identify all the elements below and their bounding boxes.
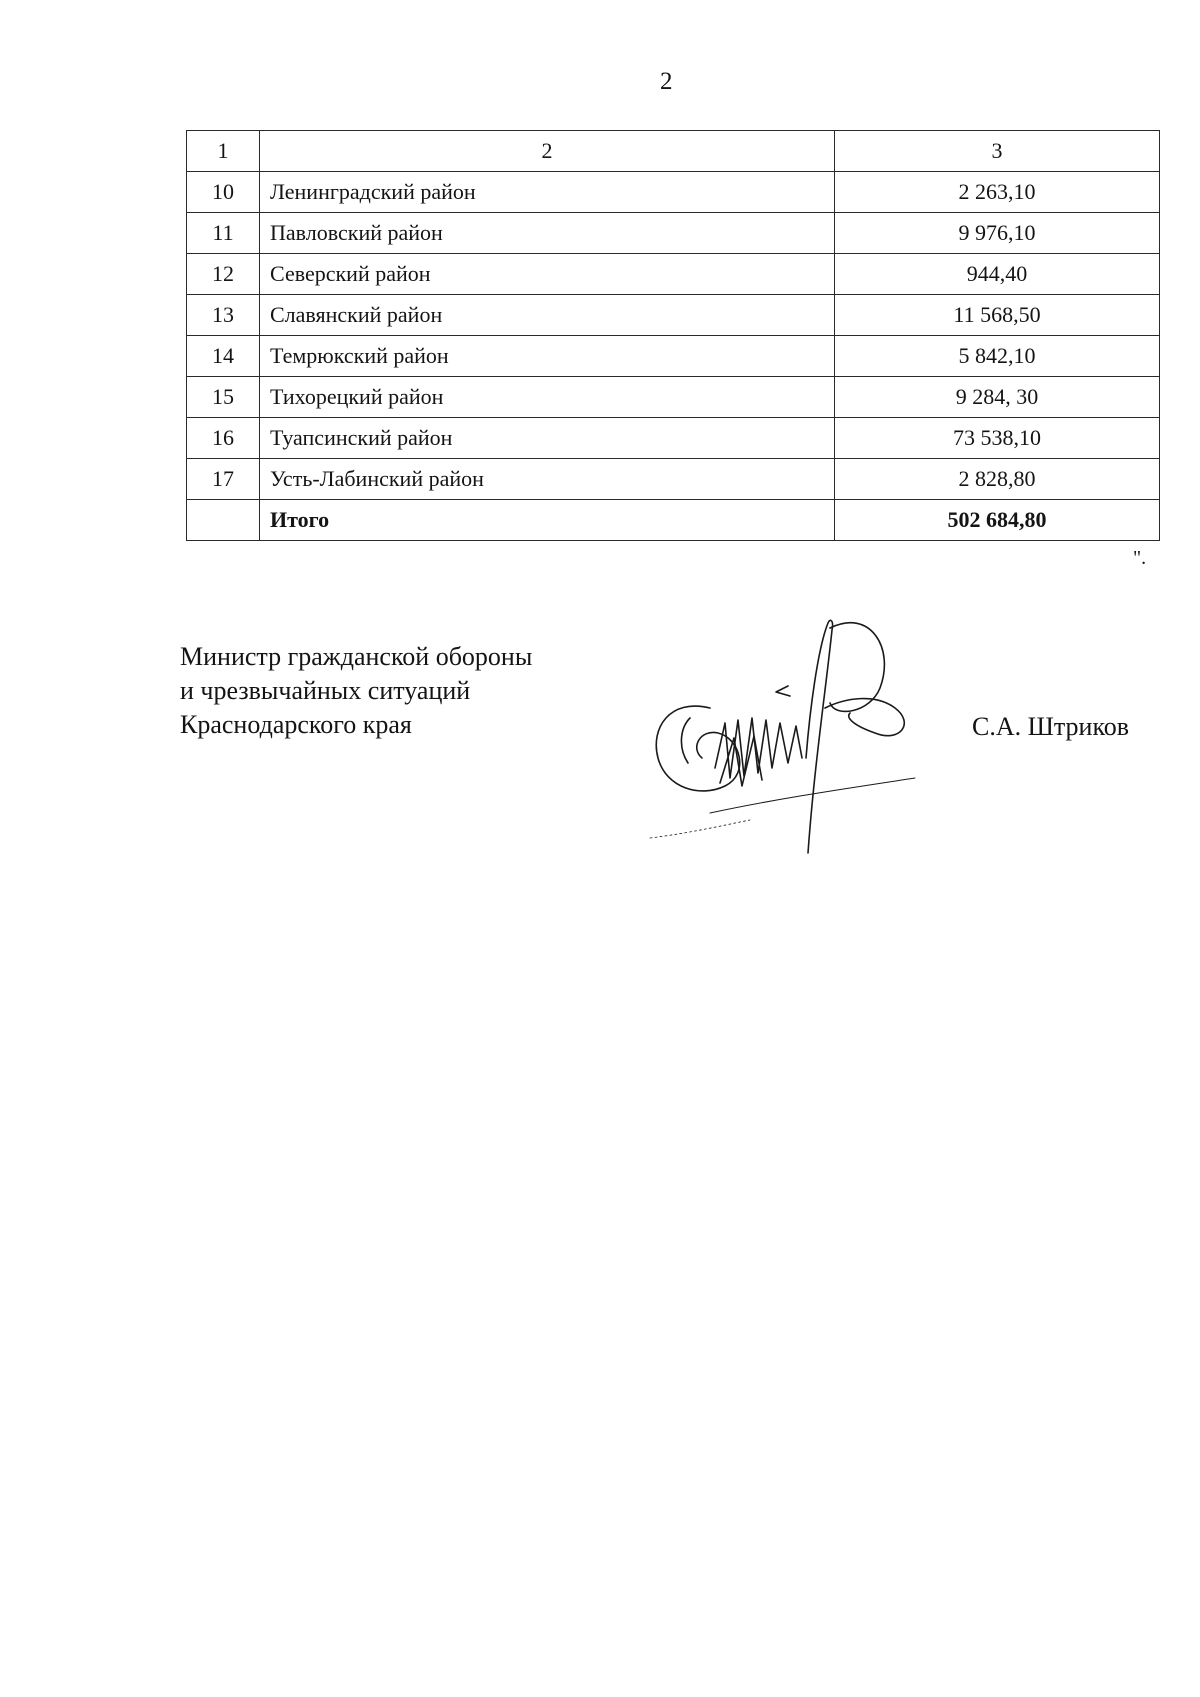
row-number: 15 bbox=[187, 377, 260, 418]
total-row-number bbox=[187, 500, 260, 541]
signatory-title bbox=[180, 640, 532, 742]
row-number: 11 bbox=[187, 213, 260, 254]
amount-value: 11 568,50 bbox=[835, 295, 1160, 336]
header-cell: 2 bbox=[260, 131, 835, 172]
table-row bbox=[187, 377, 1160, 418]
signatory-title-line: Министр гражданской обороны bbox=[180, 642, 533, 671]
allocation-table bbox=[186, 130, 1160, 541]
amount-value: 2 828,80 bbox=[835, 459, 1160, 500]
handwritten-signature bbox=[630, 608, 950, 868]
table-total-row bbox=[187, 500, 1160, 541]
district-name: Тихорецкий район bbox=[260, 377, 835, 418]
table-row bbox=[187, 336, 1160, 377]
page-number: 2 bbox=[660, 68, 673, 95]
row-number: 10 bbox=[187, 172, 260, 213]
table-row bbox=[187, 295, 1160, 336]
header-cell: 1 bbox=[187, 131, 260, 172]
amount-value: 944,40 bbox=[835, 254, 1160, 295]
signatory-title-line: Краснодарского края bbox=[180, 710, 412, 739]
amount-value: 5 842,10 bbox=[835, 336, 1160, 377]
row-number: 17 bbox=[187, 459, 260, 500]
amount-value: 9 976,10 bbox=[835, 213, 1160, 254]
table-row bbox=[187, 459, 1160, 500]
table-row bbox=[187, 213, 1160, 254]
district-name: Ленинградский район bbox=[260, 172, 835, 213]
amount-value: 2 263,10 bbox=[835, 172, 1160, 213]
row-number: 16 bbox=[187, 418, 260, 459]
district-name: Усть-Лабинский район bbox=[260, 459, 835, 500]
row-number: 12 bbox=[187, 254, 260, 295]
district-name: Павловский район bbox=[260, 213, 835, 254]
district-name: Туапсинский район bbox=[260, 418, 835, 459]
table-row bbox=[187, 418, 1160, 459]
header-cell: 3 bbox=[835, 131, 1160, 172]
closing-quote: ". bbox=[1133, 547, 1147, 569]
signatory-name: С.А. Штриков bbox=[972, 712, 1130, 741]
table-row bbox=[187, 254, 1160, 295]
table-row bbox=[187, 172, 1160, 213]
row-number: 14 bbox=[187, 336, 260, 377]
district-name: Темрюкский район bbox=[260, 336, 835, 377]
amount-value: 73 538,10 bbox=[835, 418, 1160, 459]
district-name: Северский район bbox=[260, 254, 835, 295]
total-label: Итого bbox=[260, 500, 835, 541]
table-header-row bbox=[187, 131, 1160, 172]
signatory-title-line: и чрезвычайных ситуаций bbox=[180, 676, 471, 705]
row-number: 13 bbox=[187, 295, 260, 336]
amount-value: 9 284, 30 bbox=[835, 377, 1160, 418]
total-value: 502 684,80 bbox=[835, 500, 1160, 541]
district-name: Славянский район bbox=[260, 295, 835, 336]
